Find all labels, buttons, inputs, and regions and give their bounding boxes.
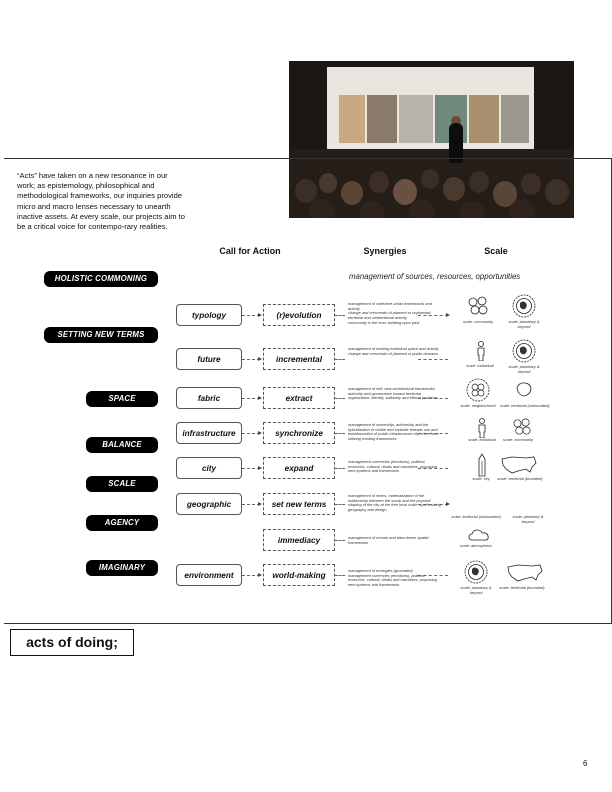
pill-setting-new-terms: SETTING NEW TERMS: [44, 327, 158, 343]
column-heading-synergies: Synergies: [363, 246, 407, 256]
person-icon: [476, 341, 486, 361]
intro-paragraph: “Acts” have taken on a new resonance in our work; as epistemology, philosophical and methodological frameworks, our inquiries provide micro and macro lenses necessary to unearth inactive assets. At every scale, our projects aim to be a critical voice for contempo-rary realities.: [17, 171, 185, 232]
box-fabric: fabric: [176, 387, 242, 409]
action-world-making: world-making: [263, 564, 335, 586]
projection-screen: [327, 67, 534, 155]
synergy-text: management of self, new architectural frameworks authority and governance toward territorial organization, identity, solidarity and ethical problems: [348, 386, 438, 401]
cloud-icon: [468, 528, 490, 542]
pill-holistic-commoning: HOLISTIC COMMONING: [44, 271, 158, 287]
speaker-figure: [449, 123, 463, 163]
box-geographic: geographic: [176, 493, 242, 515]
column-heading-call: Call for Action: [219, 246, 281, 256]
box-typology: typology: [176, 304, 242, 326]
page-number: 6: [583, 759, 588, 768]
pill-agency: AGENCY: [86, 515, 158, 531]
action-extract: extract: [263, 387, 335, 409]
pill-space: SPACE: [86, 391, 158, 407]
us-map-icon: [500, 455, 538, 475]
synergies-subheading: management of sources, resources, opportunities: [349, 272, 521, 281]
action-set-new-terms: set new terms: [263, 493, 335, 515]
synergy-text: management of existing individual space and activity change and crescendo of planned or public domains: [348, 346, 439, 356]
person-icon: [477, 418, 487, 438]
globe-icon: [512, 294, 536, 318]
action-expand: expand: [263, 457, 335, 479]
column-heading-scale: Scale: [484, 246, 508, 256]
pill-balance: BALANCE: [86, 437, 158, 453]
action-immediacy: immediacy: [263, 529, 335, 551]
synergy-text: management of ethics, materialization of the relationship between the social and the physical shaping of the city at the free local scale: synthesizing geography and design: [348, 493, 441, 513]
action-incremental: incremental: [263, 348, 335, 370]
box-environment: environment: [176, 564, 242, 586]
us-map-icon: [506, 563, 544, 583]
box-city: city: [176, 457, 242, 479]
community-icon: [512, 418, 532, 436]
pill-scale: SCALE: [86, 476, 158, 492]
neighborhood-icon: [466, 378, 490, 402]
synergy-text: management of remote and data driven spatial frameworks: [348, 535, 429, 545]
community-icon: [467, 296, 489, 316]
box-future: future: [176, 348, 242, 370]
globe-icon: [512, 339, 536, 363]
synergy-text: management currencies (emotions), political, economic, cultural, rituals and narratives, proposing new systems and frameworks: [348, 459, 437, 474]
action-revolution: (r)evolution: [263, 304, 335, 326]
landmass-icon: [514, 380, 534, 400]
section-title: acts of doing;: [10, 629, 134, 656]
synergy-text: management of collective urban frameworks and activity change and crescendo of planned or unplanned, territorial and unintentional activity community is the host: building upon past: [348, 301, 432, 325]
globe-icon: [464, 560, 488, 584]
action-synchronize: synchronize: [263, 422, 335, 444]
building-icon: [476, 453, 488, 477]
synergy-text: management of ecologies (grounded) management currencies (emotions), political, economic, cultural, rituals and narratives, proposing new systems and frameworks: [348, 568, 437, 588]
synergy-text: management of ownership, authorship and the hybridization of visible and invisible threads use and transformation of public infrastructure city is the host: utilizing existing frameworks: [348, 422, 440, 442]
box-infrastructure: infrastructure: [176, 422, 242, 444]
pill-imaginary: IMAGINARY: [86, 560, 158, 576]
